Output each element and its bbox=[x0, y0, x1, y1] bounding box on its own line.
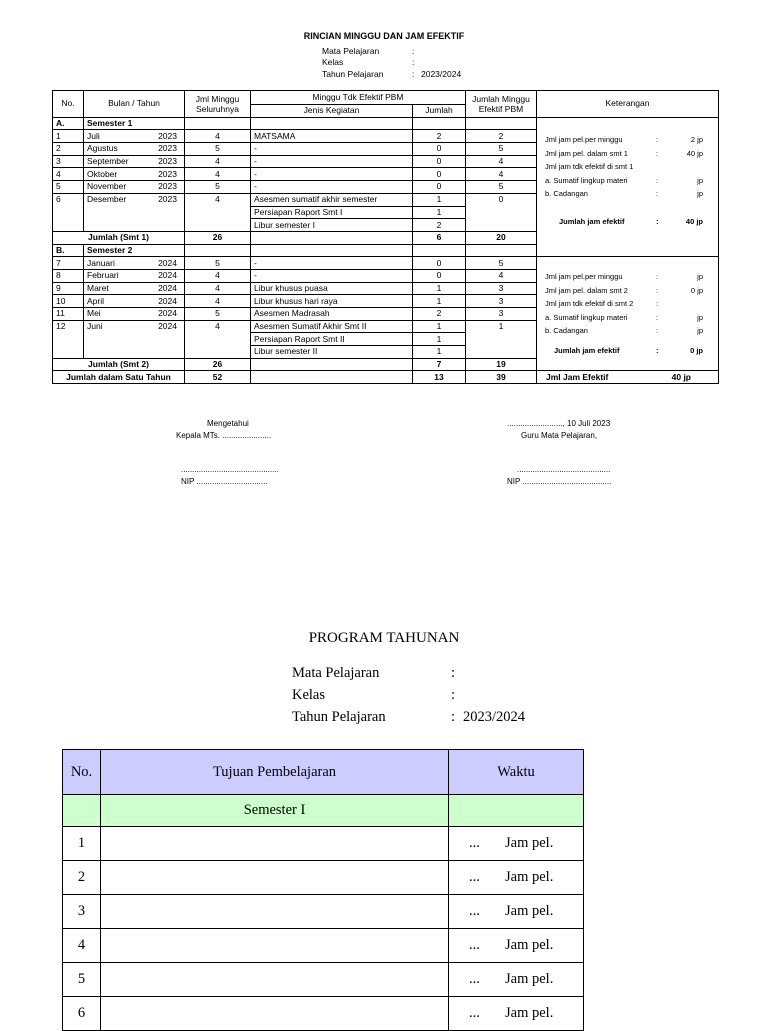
table-row bbox=[63, 929, 584, 963]
table-cell bbox=[413, 117, 466, 130]
table-cell: 5 bbox=[185, 308, 251, 321]
table-cell: 5 bbox=[53, 181, 84, 194]
table-cell: Jumlah (Smt 1) bbox=[53, 231, 185, 244]
col-header-noneffective: Minggu Tdk Efektif PBM bbox=[251, 91, 466, 105]
table-cell: 3 bbox=[466, 282, 537, 295]
table-cell: Libur khusus puasa bbox=[251, 282, 413, 295]
sig-right-nip: NIP ........................................ bbox=[507, 477, 612, 486]
table-cell bbox=[63, 795, 101, 827]
table-cell: April 2024 bbox=[84, 295, 185, 308]
table-row bbox=[53, 257, 719, 270]
table-cell: Juni 2024 bbox=[84, 320, 185, 358]
table-cell: Februari 2024 bbox=[84, 269, 185, 282]
table-cell bbox=[449, 795, 584, 827]
table-cell: 4 bbox=[185, 295, 251, 308]
table-cell: 4 bbox=[185, 155, 251, 168]
table-cell: 4 bbox=[185, 282, 251, 295]
semester-label: Semester I bbox=[101, 795, 449, 827]
table-cell bbox=[185, 244, 251, 257]
sig-left-name: ............................................ bbox=[181, 465, 279, 474]
table-cell bbox=[101, 997, 449, 1031]
table-cell: - bbox=[251, 257, 413, 270]
table-row bbox=[63, 861, 584, 895]
table-cell: Libur semester II bbox=[251, 346, 413, 359]
table-cell: 5 bbox=[63, 963, 101, 997]
table-cell: 0 bbox=[413, 168, 466, 181]
table-cell: Semester 2 bbox=[84, 244, 185, 257]
notes-smt1: Jml jam pel.per minggu : 2 jp Jml jam pel. dalam smt 1 : 40 jp Jml jam tdk efektif di smt 1 a. Sumatif lingkup materi : jp b. Cadangan : jp Jumlah jam efektif : 40 jp bbox=[545, 135, 703, 226]
table-cell: Desember 2023 bbox=[84, 193, 185, 231]
table-cell: Persiapan Raport Smt I bbox=[251, 206, 413, 219]
table-cell: 39 bbox=[466, 371, 537, 384]
table-cell: Agustus 2023 bbox=[84, 143, 185, 156]
table-cell: 4 bbox=[466, 269, 537, 282]
table-cell: 1 bbox=[53, 130, 84, 143]
table-cell: 5 bbox=[185, 143, 251, 156]
table-cell: 4 bbox=[185, 130, 251, 143]
table-cell bbox=[101, 827, 449, 861]
table-cell: 0 bbox=[413, 257, 466, 270]
table-cell bbox=[101, 963, 449, 997]
table-cell: 0 bbox=[413, 143, 466, 156]
table-cell: Asesmen Sumatif Akhir Smt II bbox=[251, 320, 413, 333]
table-cell: 2 bbox=[413, 308, 466, 321]
table-cell: 2 bbox=[63, 861, 101, 895]
table-cell: MATSAMA bbox=[251, 130, 413, 143]
table-cell: 6 bbox=[63, 997, 101, 1031]
meta2-year: Tahun Pelajaran : 2023/2024 bbox=[292, 709, 526, 725]
table-cell: 0 bbox=[413, 181, 466, 194]
sig-left-nip: NIP ................................ bbox=[181, 477, 268, 486]
table-cell: Jumlah (Smt 2) bbox=[53, 358, 185, 371]
table-cell bbox=[251, 231, 413, 244]
sig-right-name: .......................................... bbox=[517, 465, 611, 474]
total-row-smt2 bbox=[53, 358, 719, 371]
table-cell: 1 bbox=[413, 346, 466, 359]
table-cell: 3 bbox=[466, 295, 537, 308]
table-cell bbox=[251, 358, 413, 371]
table-cell: 6 bbox=[413, 231, 466, 244]
table-cell: 4 bbox=[466, 155, 537, 168]
sig-right-date: ........................., 10 Juli 2023 bbox=[507, 419, 611, 428]
table-cell: Asesmen Madrasah bbox=[251, 308, 413, 321]
table-cell: - bbox=[251, 143, 413, 156]
table-cell: Mei 2024 bbox=[84, 308, 185, 321]
table-cell: - bbox=[251, 181, 413, 194]
col-header-count: Jumlah bbox=[413, 105, 466, 118]
table-cell: Juli 2023 bbox=[84, 130, 185, 143]
table-cell bbox=[185, 117, 251, 130]
table-cell: 1 bbox=[413, 320, 466, 333]
table-cell: 4 bbox=[185, 269, 251, 282]
table-cell: 5 bbox=[466, 181, 537, 194]
table-cell: 20 bbox=[466, 231, 537, 244]
col-header-objective: Tujuan Pembelajaran bbox=[101, 750, 449, 795]
table-cell bbox=[413, 244, 466, 257]
table-cell: 2 bbox=[413, 219, 466, 232]
table-cell: 0 bbox=[413, 269, 466, 282]
table-cell: 1 bbox=[413, 282, 466, 295]
meta-class: Kelas : bbox=[322, 57, 415, 67]
year-effective-label: Jml Jam Efektif bbox=[546, 371, 609, 382]
table-cell: Maret 2024 bbox=[84, 282, 185, 295]
table-cell: ... Jam pel. bbox=[449, 827, 584, 861]
table-cell: 19 bbox=[466, 358, 537, 371]
table-cell: ... Jam pel. bbox=[449, 895, 584, 929]
table-row bbox=[63, 963, 584, 997]
table-cell: 5 bbox=[185, 181, 251, 194]
table-cell: Jumlah dalam Satu Tahun bbox=[53, 371, 185, 384]
table-cell: 1 bbox=[466, 320, 537, 358]
table-cell: 4 bbox=[63, 929, 101, 963]
table-row bbox=[63, 895, 584, 929]
table-cell: 6 bbox=[53, 193, 84, 231]
table-cell: September 2023 bbox=[84, 155, 185, 168]
sig-left-heading: Mengetahui bbox=[207, 419, 249, 428]
meta-subject: Mata Pelajaran : bbox=[322, 46, 415, 56]
table-cell: A. bbox=[53, 117, 84, 130]
table-cell bbox=[251, 117, 413, 130]
table-cell: ... Jam pel. bbox=[449, 861, 584, 895]
table-cell: 13 bbox=[413, 371, 466, 384]
col-header-effective: Jumlah Minggu Efektif PBM bbox=[466, 91, 537, 118]
table-cell: 2 bbox=[413, 130, 466, 143]
table-cell: 4 bbox=[185, 320, 251, 358]
table-cell bbox=[251, 244, 413, 257]
program-title: PROGRAM TAHUNAN bbox=[308, 630, 460, 646]
table-cell: B. bbox=[53, 244, 84, 257]
table-cell: 7 bbox=[53, 257, 84, 270]
table-cell: 26 bbox=[185, 358, 251, 371]
table-cell: Semester 1 bbox=[84, 117, 185, 130]
table-cell: 1 bbox=[413, 333, 466, 346]
table-cell: ... Jam pel. bbox=[449, 997, 584, 1031]
table-row bbox=[63, 997, 584, 1031]
table-cell bbox=[466, 117, 537, 130]
table-cell: Persiapan Raport Smt II bbox=[251, 333, 413, 346]
col-header-total-weeks: Jml Minggu Seluruhnya bbox=[185, 91, 251, 118]
table-cell: Januari 2024 bbox=[84, 257, 185, 270]
notes-smt2: Jml jam pel.per minggu : jp Jml jam pel. dalam smt 2 : 0 jp Jml jam tdk efektif di smt 2 : a. Sumatif lingkup materi : jp b. Cadangan : jp Jumlah jam efektif : 0 jp bbox=[545, 272, 703, 355]
table-cell bbox=[251, 371, 413, 384]
table-cell: - bbox=[251, 269, 413, 282]
semester-row bbox=[53, 117, 719, 130]
table-cell: - bbox=[251, 168, 413, 181]
table-cell: 0 bbox=[466, 193, 537, 231]
annual-program-table bbox=[62, 749, 584, 1031]
page-title: RINCIAN MINGGU DAN JAM EFEKTIF bbox=[303, 31, 465, 41]
table-cell: 8 bbox=[53, 269, 84, 282]
table-cell bbox=[101, 895, 449, 929]
table-cell bbox=[466, 244, 537, 257]
table-cell: - bbox=[251, 155, 413, 168]
table-cell: 52 bbox=[185, 371, 251, 384]
table-cell: ... Jam pel. bbox=[449, 963, 584, 997]
table-cell: Libur khusus hari raya bbox=[251, 295, 413, 308]
table-cell: 1 bbox=[413, 295, 466, 308]
col-header-month: Bulan / Tahun bbox=[84, 91, 185, 118]
col-header-notes: Keterangan bbox=[537, 91, 719, 118]
col-header-no: No. bbox=[53, 91, 84, 118]
table-cell: 2 bbox=[466, 130, 537, 143]
year-effective-value: 40 jp bbox=[671, 371, 691, 382]
table-cell: 3 bbox=[466, 308, 537, 321]
table-cell: 10 bbox=[53, 295, 84, 308]
meta2-subject: Mata Pelajaran : bbox=[292, 665, 456, 681]
semester-row bbox=[63, 795, 584, 827]
sig-left-title: Kepala MTs. ...................... bbox=[176, 431, 272, 440]
table-cell bbox=[101, 861, 449, 895]
table-cell: 2 bbox=[53, 143, 84, 156]
table-cell: 4 bbox=[466, 168, 537, 181]
table-cell: 5 bbox=[185, 257, 251, 270]
table-cell: 1 bbox=[63, 827, 101, 861]
col-header-no2: No. bbox=[63, 750, 101, 795]
col-header-activity: Jenis Kegiatan bbox=[251, 105, 413, 118]
table-cell: 1 bbox=[413, 206, 466, 219]
table-cell: 5 bbox=[466, 257, 537, 270]
col-header-time: Waktu bbox=[449, 750, 584, 795]
table-cell: ... Jam pel. bbox=[449, 929, 584, 963]
table-cell: 26 bbox=[185, 231, 251, 244]
table-cell: 3 bbox=[53, 155, 84, 168]
total-row-year bbox=[53, 371, 719, 384]
table-cell: Libur semester I bbox=[251, 219, 413, 232]
table-cell: Asesmen sumatif akhir semester bbox=[251, 193, 413, 206]
table-cell bbox=[101, 929, 449, 963]
table-cell: 12 bbox=[53, 320, 84, 358]
table-cell: November 2023 bbox=[84, 181, 185, 194]
table-cell: 1 bbox=[413, 193, 466, 206]
table-cell bbox=[537, 371, 719, 384]
table-cell: 4 bbox=[185, 168, 251, 181]
table-cell: 0 bbox=[413, 155, 466, 168]
table-cell: 4 bbox=[185, 193, 251, 231]
table-cell: 11 bbox=[53, 308, 84, 321]
meta2-class: Kelas : bbox=[292, 687, 456, 703]
meta-year: Tahun Pelajaran : 2023/2024 bbox=[322, 69, 462, 79]
table-cell: 7 bbox=[413, 358, 466, 371]
sig-right-title: Guru Mata Pelajaran, bbox=[521, 431, 598, 440]
table-row bbox=[63, 827, 584, 861]
table-cell: 3 bbox=[63, 895, 101, 929]
table-cell: 9 bbox=[53, 282, 84, 295]
table-cell: Oktober 2023 bbox=[84, 168, 185, 181]
table-cell: 5 bbox=[466, 143, 537, 156]
table-cell: 4 bbox=[53, 168, 84, 181]
